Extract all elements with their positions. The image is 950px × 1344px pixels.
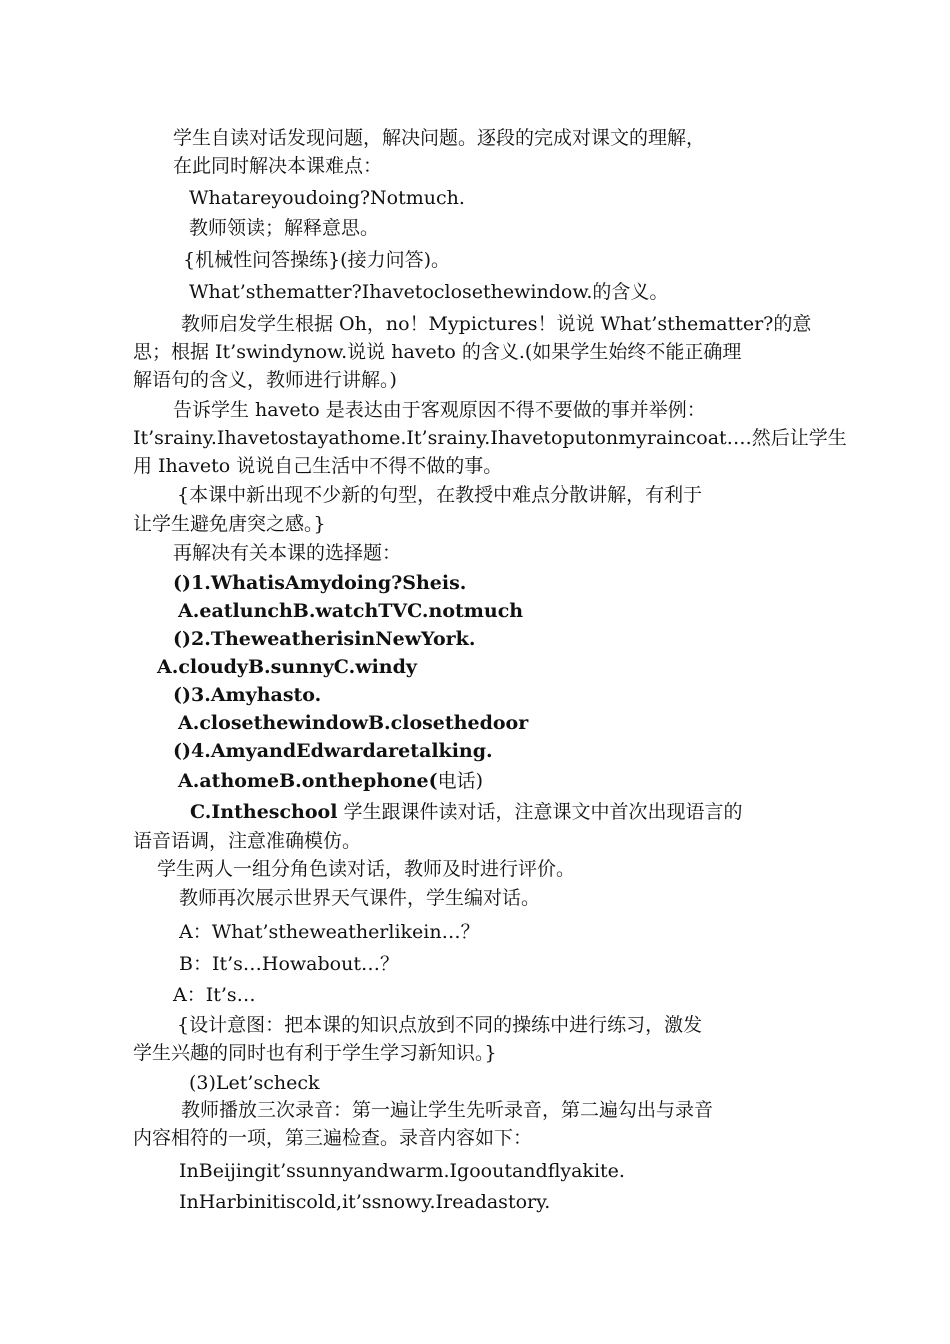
text-line: 思；根据 It’swindynow.说说 haveto 的含义.(如果学生始终不能正确理 bbox=[133, 341, 742, 363]
text-line bbox=[190, 800, 743, 824]
text-line: 让学生避免唐突之感。} bbox=[133, 513, 326, 535]
text-line: Whatareyoudoing?Notmuch. bbox=[189, 187, 465, 209]
dialogue-line-b: B：It’s…Howabout…？ bbox=[179, 953, 399, 975]
section-heading: (3)Let’scheck bbox=[189, 1072, 320, 1094]
question-1: ()1.WhatisAmydoing?Sheis. bbox=[173, 572, 467, 594]
text-line: 在此同时解决本课难点： bbox=[173, 155, 383, 177]
text-line: 再解决有关本课的选择题： bbox=[173, 542, 402, 564]
text-span: 学生跟课件读对话，注意课文中首次出现语言的 bbox=[343, 801, 743, 823]
text-line: 告诉学生 haveto 是表达由于客观原因不得不要做的事并举例： bbox=[173, 399, 706, 421]
text-line: InHarbinitiscold,it’ssnowy.Ireadastory. bbox=[179, 1191, 551, 1213]
question-3-options: A.closethewindowB.closethedoor bbox=[178, 712, 529, 734]
text-line: 教师播放三次录音：第一遍让学生先听录音，第二遍勾出与录音 bbox=[181, 1099, 714, 1121]
text-line: 解语句的含义，教师进行讲解。) bbox=[133, 369, 397, 391]
text-line: InBeijingit’ssunnyandwarm.Igooutandflyakite. bbox=[179, 1160, 625, 1182]
question-1-options: A.eatlunchB.watchTVC.notmuch bbox=[178, 600, 524, 622]
text-line: It’srainy.Ihavetostayathome.It’srainy.Ihavetoputonmyraincoat….然后让学生 bbox=[133, 427, 847, 449]
text-line: 内容相符的一项，第三遍检查。录音内容如下： bbox=[133, 1127, 533, 1149]
text-line: 教师启发学生根据 Oh，no！Mypictures！说说 What’sthematter?的意 bbox=[181, 313, 812, 335]
text-line: 学生自读对话发现问题，解决问题。逐段的完成对课文的理解， bbox=[173, 127, 706, 149]
dialogue-line-a: A：It’s… bbox=[173, 984, 256, 1006]
text-line: What’sthematter?Ihavetoclosethewindow.的含义。 bbox=[189, 281, 669, 303]
text-line: {本课中新出现不少新的句型，在教授中难点分散讲解，有利于 bbox=[177, 484, 703, 506]
text-line: 语音语调，注意准确模仿。 bbox=[133, 830, 362, 852]
option-text: C.Intheschool bbox=[190, 801, 338, 823]
text-line: {设计意图：把本课的知识点放到不同的操练中进行练习，激发 bbox=[177, 1014, 703, 1036]
text-line: 学生兴趣的同时也有利于学生学习新知识。} bbox=[133, 1042, 497, 1064]
text-line: 学生两人一组分角色读对话，教师及时进行评价。 bbox=[157, 858, 576, 880]
question-2: ()2.TheweatherisinNewYork. bbox=[173, 628, 476, 650]
option-text: A.athomeB.onthephone( bbox=[178, 770, 438, 792]
text-line: 教师领读；解释意思。 bbox=[189, 217, 380, 239]
question-4: ()4.AmyandEdwardaretalking. bbox=[173, 740, 493, 762]
question-3: ()3.Amyhasto. bbox=[173, 684, 322, 706]
question-4-options bbox=[178, 769, 483, 793]
text-line: 教师再次展示世界天气课件，学生编对话。 bbox=[179, 887, 541, 909]
text-line: {机械性问答操练}(接力问答)。 bbox=[183, 249, 451, 271]
text-line: 用 Ihaveto 说说自己生活中不得不做的事。 bbox=[133, 455, 503, 477]
question-2-options: A.cloudyB.sunnyC.windy bbox=[157, 656, 417, 678]
option-note: 电话) bbox=[437, 770, 484, 792]
dialogue-line-a: A：What’stheweatherlikein…？ bbox=[179, 921, 480, 943]
